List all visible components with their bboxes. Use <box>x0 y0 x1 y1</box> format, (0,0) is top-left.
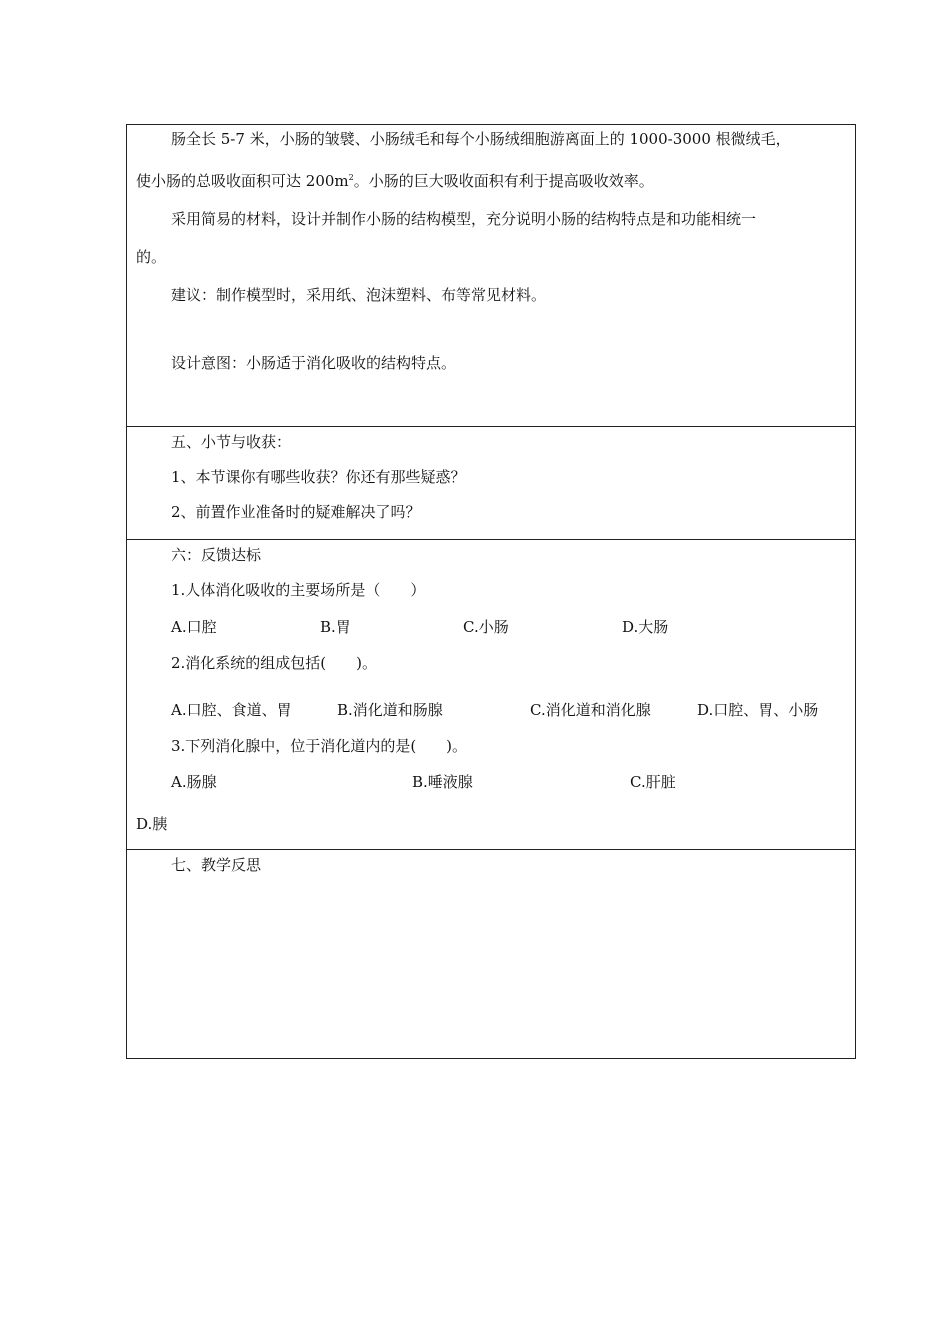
paragraph-line <box>136 171 654 191</box>
reflection-section <box>127 849 855 1058</box>
feedback-section <box>127 539 855 849</box>
option-d: D.大肠 <box>622 618 669 636</box>
option-b: B.消化道和肠腺 <box>337 701 443 719</box>
option-c: C.小肠 <box>463 618 509 636</box>
option-d: D.口腔、胃、小肠 <box>697 701 819 719</box>
design-intent-text: 设计意图：小肠适于消化吸收的结构特点。 <box>171 354 457 372</box>
summary-question: 2、前置作业准备时的疑难解决了吗？ <box>171 503 421 521</box>
option-b: B.胃 <box>320 618 351 636</box>
summary-section <box>127 426 855 539</box>
question-stem: 1.人体消化吸收的主要场所是（ ） <box>171 581 426 599</box>
superscript: 2 <box>348 173 354 182</box>
paragraph-text: 使小肠的总吸收面积可达 200m <box>136 172 349 190</box>
section-title: 五、小节与收获： <box>171 433 292 451</box>
section-title: 七、教学反思 <box>171 856 262 874</box>
option-d: D.胰 <box>136 815 168 833</box>
paragraph-line: 采用简易的材料，设计并制作小肠的结构模型，充分说明小肠的结构特点是和功能相统一 <box>171 210 757 228</box>
option-a: A.肠腺 <box>171 773 217 791</box>
option-c: C.消化道和消化腺 <box>530 701 651 719</box>
paragraph-line: 肠全长 5-7 米，小肠的皱襞、小肠绒毛和每个小肠绒细胞游离面上的 1000-3000 根微绒毛， <box>171 130 791 148</box>
paragraph-line: 的。 <box>136 248 167 266</box>
suggestion-text: 建议：制作模型时，采用纸、泡沫塑料、布等常见材料。 <box>171 286 547 304</box>
question-stem: 2.消化系统的组成包括( )。 <box>171 654 378 672</box>
question-stem: 3.下列消化腺中，位于消化道内的是( )。 <box>171 737 468 755</box>
section-title: 六：反馈达标 <box>171 546 262 564</box>
option-c: C.肝脏 <box>630 773 676 791</box>
lesson-table <box>126 124 856 1059</box>
option-b: B.唾液腺 <box>412 773 473 791</box>
option-a: A.口腔 <box>171 618 217 636</box>
paragraph-text: 。小肠的巨大吸收面积有利于提高吸收效率。 <box>353 172 654 190</box>
summary-question: 1、本节课你有哪些收获？你还有那些疑惑？ <box>171 468 466 486</box>
option-a: A.口腔、食道、胃 <box>171 701 292 719</box>
small-intestine-section <box>127 125 855 426</box>
